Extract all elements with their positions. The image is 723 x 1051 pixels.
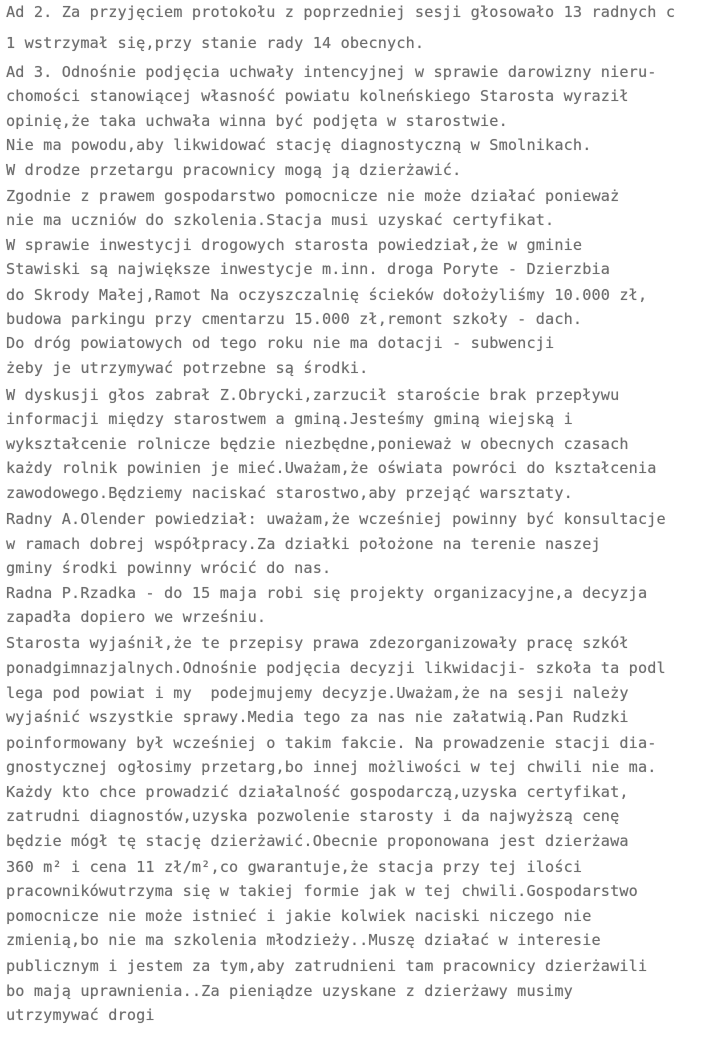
text-line: W drodze przetargu pracownicy mogą ją dzierżawić. <box>6 161 462 179</box>
text-line: Ad 2. Za przyjęciem protokołu z poprzedniej sesji głosowało 13 radnych c <box>6 3 676 21</box>
text-line: Radny A.Olender powiedział: uważam,że wcześniej powinny być konsultacje <box>6 510 666 528</box>
text-line: zmienią,bo nie ma szkolenia młodzieży..Muszę działać w interesie <box>6 931 601 949</box>
text-line: chomości stanowiącej własność powiatu kolneńskiego Starosta wyraził <box>6 87 629 105</box>
text-line: lega pod powiat i my podejmujemy decyzje.Uważam,że na sesji należy <box>6 684 629 702</box>
text-line: publicznym i jestem za tym,aby zatrudnieni tam pracownicy dzierżawili <box>6 957 648 975</box>
text-line: żeby je utrzymywać potrzebne są środki. <box>6 359 369 377</box>
text-line: Nie ma powodu,aby likwidować stację diagnostyczną w Smolnikach. <box>6 136 592 154</box>
text-line: gminy środki powinny wrócić do nas. <box>6 559 332 577</box>
text-line: nie ma uczniów do szkolenia.Stacja musi uzyskać certyfikat. <box>6 211 555 229</box>
text-line: W sprawie inwestycji drogowych starosta powiedział,że w gminie <box>6 236 583 254</box>
text-line: Stawiski są największe inwestycje m.inn. droga Poryte - Dzierzbia <box>6 260 611 278</box>
text-line: zatrudni diagnostów,uzyska pozwolenie starosty i da najwyższą cenę <box>6 807 620 825</box>
text-line: Zgodnie z prawem gospodarstwo pomocnicze nie może działać ponieważ <box>6 187 620 205</box>
text-line: każdy rolnik powinien je mieć.Uważam,że oświata powróci do kształcenia <box>6 459 657 477</box>
text-line: 1 wstrzymał się,przy stanie rady 14 obecnych. <box>6 34 425 52</box>
text-line: Radna P.Rzadka - do 15 maja robi się projekty organizacyjne,a decyzja <box>6 584 648 602</box>
text-line: Starosta wyjaśnił,że te przepisy prawa zdezorganizowały pracę szkół <box>6 634 629 652</box>
text-line: w ramach dobrej współpracy.Za działki położone na terenie naszej <box>6 535 601 553</box>
text-line: wyjaśnić wszystkie sprawy.Media tego za nas nie załatwią.Pan Rudzki <box>6 708 629 726</box>
text-line: poinformowany był wcześniej o takim fakcie. Na prowadzenie stacji dia- <box>6 734 657 752</box>
text-line: informacji między starostwem a gminą.Jesteśmy gminą wiejską i <box>6 410 573 428</box>
text-line: utrzymywać drogi <box>6 1006 155 1024</box>
text-line: W dyskusji głos zabrał Z.Obrycki,zarzucił staroście brak przepływu <box>6 386 620 404</box>
text-line: Każdy kto chce prowadzić działalność gospodarczą,uzyska certyfikat, <box>6 783 629 801</box>
text-line: wykształcenie rolnicze będzie niezbędne,ponieważ w obecnych czasach <box>6 435 629 453</box>
text-line: będzie mógł tę stację dzierżawić.Obecnie proponowana jest dzierżawa <box>6 832 629 850</box>
text-line: gnostycznej ogłosimy przetarg,bo innej możliwości w tej chwili nie ma. <box>6 758 657 776</box>
text-line: zapadła dopiero we wrześniu. <box>6 608 267 626</box>
text-line: Do dróg powiatowych od tego roku nie ma dotacji - subwencji <box>6 334 555 352</box>
text-line: pracownikówutrzyma się w takiej formie jak w tej chwili.Gospodarstwo <box>6 882 638 900</box>
text-line: zawodowego.Będziemy naciskać starostwo,aby przejąć warsztaty. <box>6 484 573 502</box>
text-line: bo mają uprawnienia..Za pieniądze uzyskane z dzierżawy musimy <box>6 982 573 1000</box>
text-line: budowa parkingu przy cmentarzu 15.000 zł,remont szkoły - dach. <box>6 310 583 328</box>
text-line: do Skrody Małej,Ramot Na oczyszczalnię ścieków dołożyliśmy 10.000 zł, <box>6 286 648 304</box>
text-line: ponadgimnazjalnych.Odnośnie podjęcia decyzji likwidacji- szkoła ta podl <box>6 659 666 677</box>
text-line: pomocnicze nie może istnieć i jakie kolwiek naciski niczego nie <box>6 907 592 925</box>
text-line: 360 m² i cena 11 zł/m²,co gwarantuje,że stacja przy tej ilości <box>6 858 583 876</box>
text-line: opinię,że taka uchwała winna być podjęta w starostwie. <box>6 112 508 130</box>
text-line: Ad 3. Odnośnie podjęcia uchwały intencyjnej w sprawie darowizny nieru- <box>6 63 657 81</box>
